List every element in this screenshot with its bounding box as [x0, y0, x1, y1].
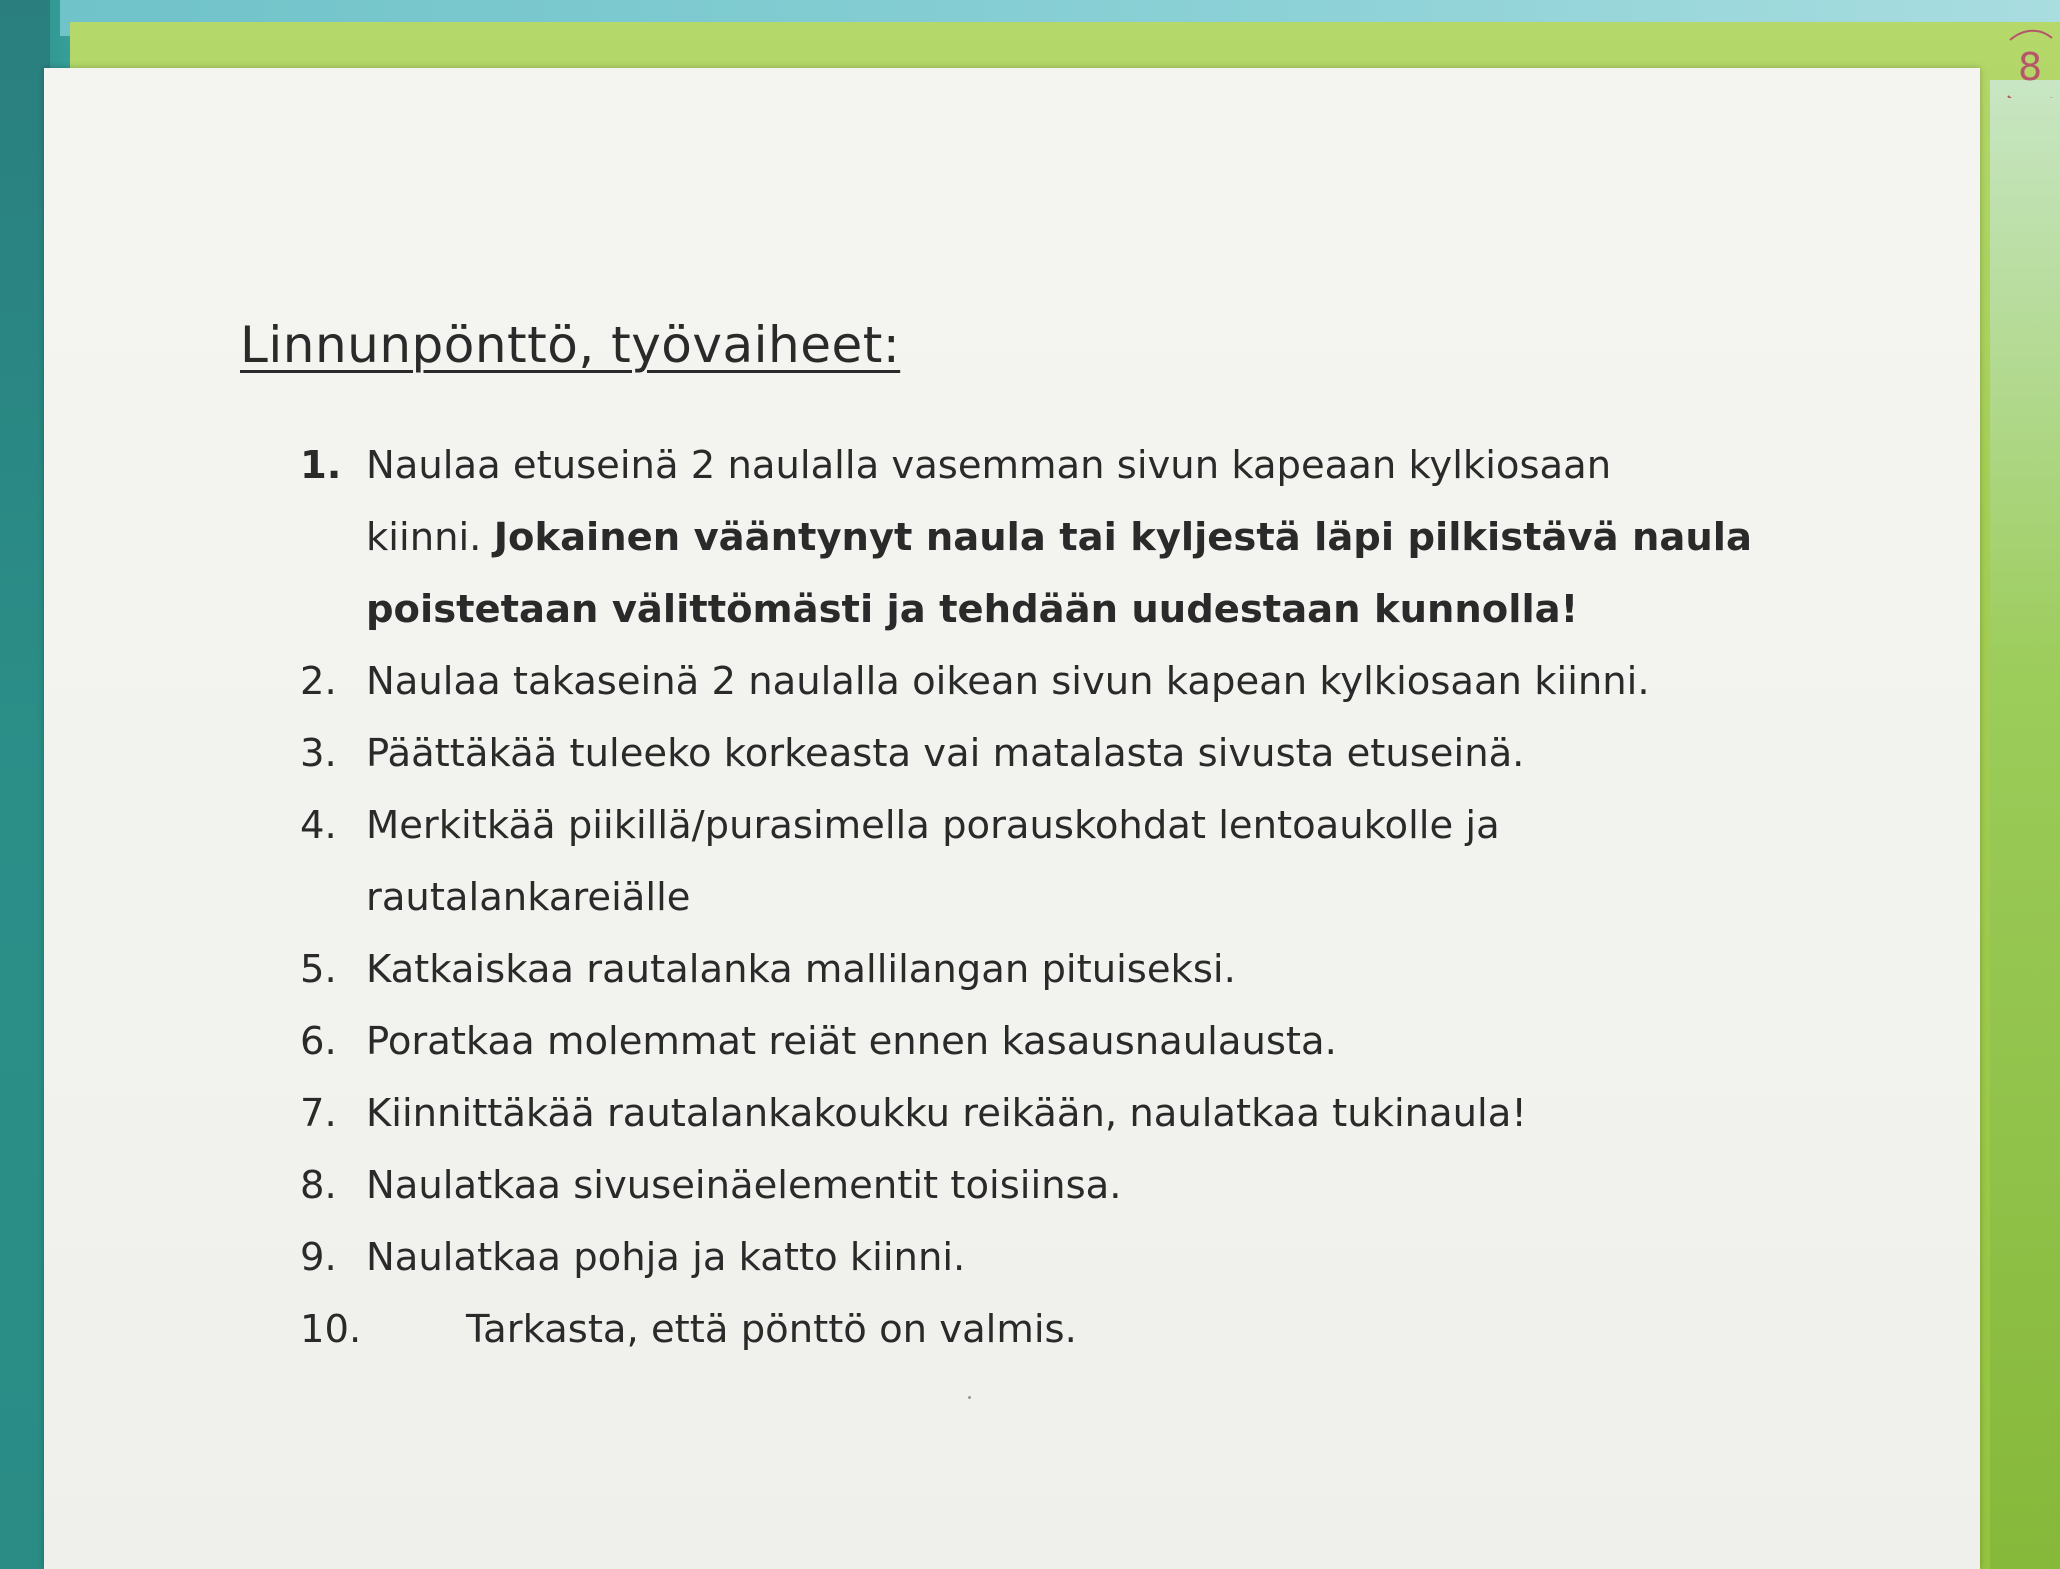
- step-number: 10.: [300, 1307, 362, 1352]
- step-number: 2.: [300, 659, 337, 704]
- step-4-line-2: rautalankareiälle: [366, 875, 691, 920]
- step-8: [300, 1150, 1860, 1222]
- step-3: [300, 718, 1860, 790]
- step-text: Naulatkaa pohja ja katto kiinni.: [366, 1235, 966, 1280]
- step-text: Tarkasta, että pönttö on valmis.: [466, 1307, 1077, 1352]
- step-2: [300, 646, 1860, 718]
- step-text: Naulaa takaseinä 2 naulalla oikean sivun kapean kylkiosaan kiinni.: [366, 659, 1650, 704]
- step-1-line-2: [366, 502, 1860, 574]
- page-title: Linnunpönttö, työvaiheet:: [240, 316, 901, 374]
- step-1-bold-text-b: poistetaan välittömästi ja tehdään uudestaan kunnolla!: [366, 587, 1579, 632]
- step-number: 4.: [300, 803, 337, 848]
- step-text: Kiinnittäkää rautalankakoukku reikään, naulatkaa tukinaula!: [366, 1091, 1527, 1136]
- step-1: [300, 430, 1860, 646]
- step-1-line-1: Naulaa etuseinä 2 naulalla vasemman sivun kapeaan kylkiosaan: [366, 443, 1612, 488]
- page-number-text: 8: [2018, 45, 2043, 89]
- green-folder-edge: [1990, 80, 2060, 1569]
- paper-speck: [968, 1396, 971, 1399]
- step-5: [300, 934, 1860, 1006]
- teal-folder-left: [0, 0, 50, 1569]
- step-number: 7.: [300, 1091, 337, 1136]
- step-number: 6.: [300, 1019, 337, 1064]
- step-9: [300, 1222, 1860, 1294]
- step-7: [300, 1078, 1860, 1150]
- step-number: 9.: [300, 1235, 337, 1280]
- step-text: Naulatkaa sivuseinäelementit toisiinsa.: [366, 1163, 1122, 1208]
- step-number: 3.: [300, 731, 337, 776]
- step-text: Katkaiskaa rautalanka mallilangan pituiseksi.: [366, 947, 1236, 992]
- step-10: [300, 1294, 1860, 1366]
- step-text: Päättäkää tuleeko korkeasta vai matalasta sivusta etuseinä.: [366, 731, 1525, 776]
- step-6: [300, 1006, 1860, 1078]
- step-text: Poratkaa molemmat reiät ennen kasausnaulausta.: [366, 1019, 1337, 1064]
- steps-list: [300, 430, 1860, 1366]
- step-number: 8.: [300, 1163, 337, 1208]
- step-4: [300, 790, 1860, 934]
- step-number: 5.: [300, 947, 337, 992]
- page-number-mark: [2004, 18, 2054, 98]
- step-1-bold-text-a: Jokainen vääntynyt naula tai kyljestä läpi pilkistävä naula: [493, 515, 1752, 560]
- step-4-line-1: Merkitkää piikillä/purasimella porauskohdat lentoaukolle ja: [366, 803, 1500, 848]
- step-number: 1.: [300, 443, 342, 488]
- step-1-plain-text: kiinni.: [366, 515, 482, 560]
